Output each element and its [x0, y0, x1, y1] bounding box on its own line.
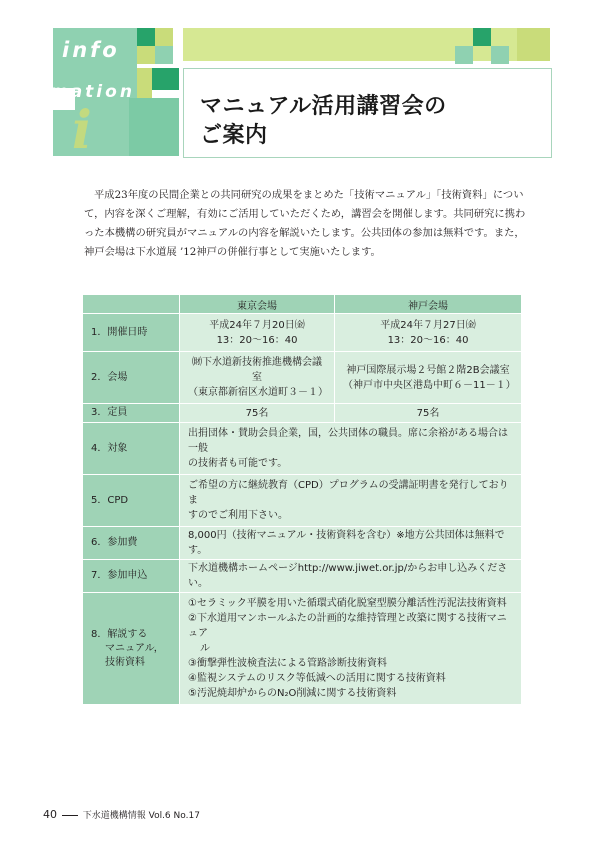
kobe-cell — [335, 352, 522, 404]
page-number: 40 — [43, 808, 57, 821]
intro-text: 平成23年度の民間企業との共同研究の成果をまとめた「技術マニュアル」「技術資料」について，内容を深くご理解，有効にご活用していただくため，講習会を開催します。共同研究に携わった本機構の研究員がマニュアルの内容を解説いたします。公共団体の参加は無料です。また，神戸会場は下水道展 ’12神戸の併催行事として実施いたします。 — [84, 189, 526, 258]
square — [129, 98, 179, 156]
table-row — [83, 527, 522, 560]
table-header-tokyo: 東京会場 — [180, 295, 335, 314]
row-label: 2．会場 — [83, 352, 180, 404]
square — [455, 46, 473, 64]
tokyo-time: 13：20～16：40 — [216, 334, 298, 346]
square — [137, 68, 152, 98]
footer-dash — [62, 815, 78, 816]
list-item: ③衝撃弾性波検査法による管路診断技術資料 — [188, 658, 387, 669]
table-row — [83, 560, 522, 593]
tokyo-venue: ㈶下水道新技術推進機構会議室 — [192, 357, 323, 383]
square — [137, 28, 155, 46]
page-title-line1: マニュアル活用講習会の — [200, 94, 447, 119]
square — [137, 46, 155, 64]
badge-info-text: info — [62, 38, 120, 62]
badge-letter-i: i — [72, 100, 95, 161]
square — [473, 28, 491, 46]
value-line: すのでご利用下さい。 — [188, 510, 288, 521]
square — [152, 68, 179, 90]
row-label: 1．開催日時 — [83, 314, 180, 352]
list-item: ②下水道用マンホールふたの計画的な維持管理と改築に関する技術マニュア — [188, 613, 507, 639]
kobe-date: 平成24年７月27日㈮ — [380, 319, 476, 331]
table-header-kobe: 神戸会場 — [335, 295, 522, 314]
list-item: ①セラミック平膜を用いた循環式硝化脱窒型膜分離活性汚泥法技術資料 — [188, 598, 507, 609]
table-row — [83, 423, 522, 475]
value-line: の技術者も可能です。 — [188, 458, 288, 469]
row-label: 5．CPD — [83, 475, 180, 527]
value-line: ご希望の方に継続教育（CPD）プログラムの受講証明書を発行しておりま — [188, 480, 509, 506]
row-label — [83, 593, 180, 705]
cpd-cell — [180, 475, 522, 527]
page-footer — [43, 808, 200, 821]
kobe-time: 13：20～16：40 — [387, 334, 469, 346]
info-table — [82, 294, 522, 705]
tokyo-address: （東京都新宿区水道町３－１） — [188, 387, 328, 398]
kobe-venue: 神戸国際展示場２号館２階2B会議室 — [346, 364, 510, 376]
publication-name: 下水道機構情報 Vol.6 No.17 — [82, 811, 200, 821]
row-label: 7．参加申込 — [83, 560, 180, 593]
apply-cell: 下水道機構ホームページhttp://www.jiwet.or.jp/からお申し込みください。 — [180, 560, 522, 593]
list-item: ル — [200, 643, 210, 654]
table-row — [83, 404, 522, 423]
square — [517, 28, 550, 61]
label-line: 8．解説する — [91, 628, 148, 640]
tokyo-capacity: 75名 — [180, 404, 335, 423]
tokyo-cell — [180, 314, 335, 352]
square — [155, 46, 173, 64]
row-label: 4．対象 — [83, 423, 180, 475]
square — [155, 28, 173, 46]
kobe-cell — [335, 314, 522, 352]
list-item: ⑤汚泥焼却炉からのN₂O削減に関する技術資料 — [188, 688, 397, 699]
title-box — [183, 68, 552, 158]
table-row — [83, 314, 522, 352]
square — [491, 46, 509, 64]
page-title-line2: ご案内 — [200, 123, 268, 148]
label-line: 技術資料 — [105, 656, 145, 668]
table-header-empty — [83, 295, 180, 314]
value-line: 出捐団体・賛助会員企業，国，公共団体の職員。席に余裕がある場合は一般 — [188, 428, 508, 454]
materials-cell — [180, 593, 522, 705]
tokyo-date: 平成24年７月20日㈮ — [209, 319, 305, 331]
list-item: ④監視システムのリスク等低減への活用に関する技術資料 — [188, 673, 446, 684]
fee-cell: 8,000円（技術マニュアル・技術資料を含む）※地方公共団体は無料です。 — [180, 527, 522, 560]
table-header-row — [83, 295, 522, 314]
intro-paragraph — [84, 186, 534, 262]
row-label: 3．定員 — [83, 404, 180, 423]
kobe-capacity: 75名 — [335, 404, 522, 423]
table-row — [83, 475, 522, 527]
target-cell — [180, 423, 522, 475]
table-row — [83, 352, 522, 404]
kobe-address: （神戸市中央区港島中町６－11－１） — [343, 379, 516, 391]
badge-mation-text: mation — [50, 82, 135, 102]
tokyo-cell — [180, 352, 335, 404]
table-row — [83, 593, 522, 705]
row-label: 6．参加費 — [83, 527, 180, 560]
label-line: マニュアル， — [105, 642, 164, 654]
